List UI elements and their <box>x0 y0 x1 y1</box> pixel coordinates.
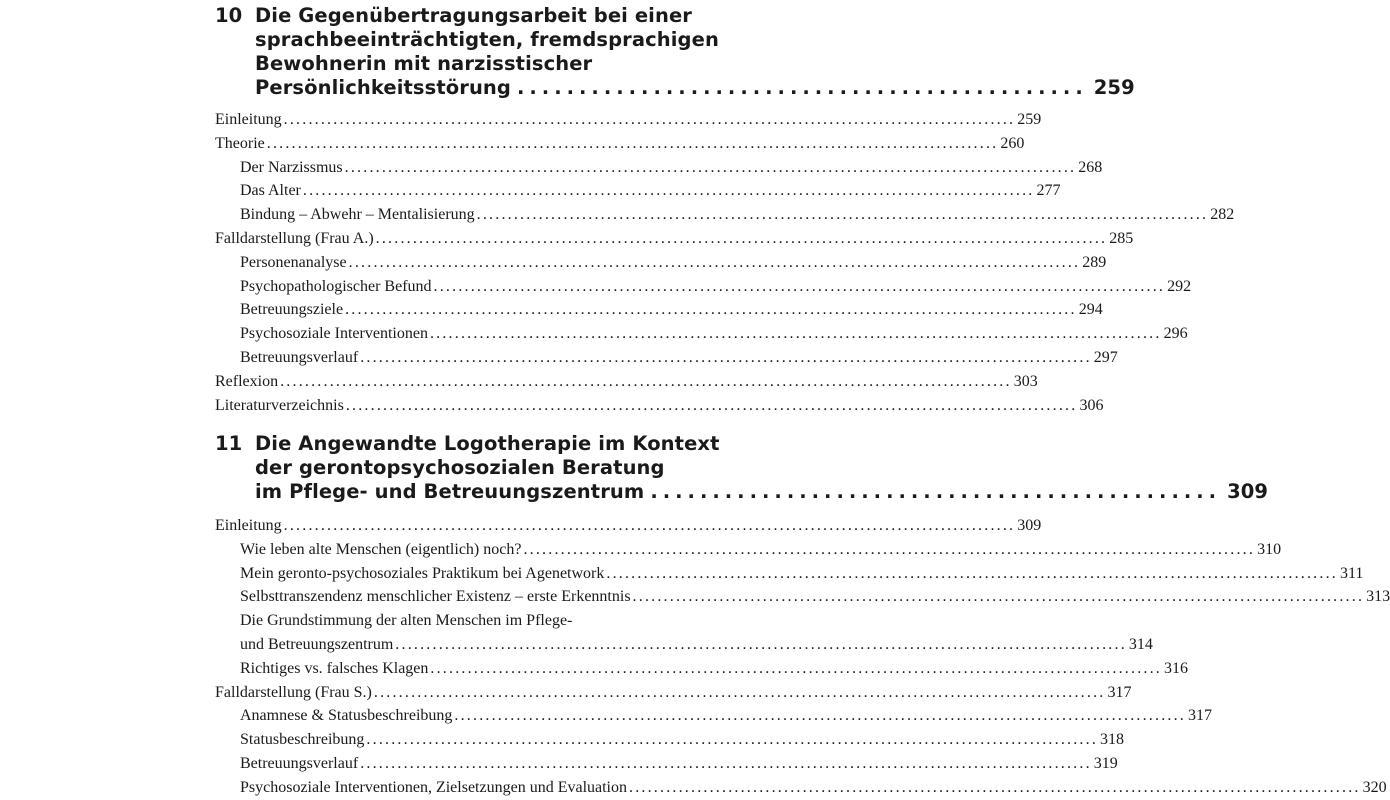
entry-page: 311 <box>1339 564 1364 582</box>
entry-label: Falldarstellung (Frau S.) <box>215 683 372 701</box>
entry-label: Wie leben alte Menschen (eigentlich) noch? <box>240 540 522 558</box>
chapter-title-line: der gerontopsychosozialen Beratung <box>255 456 665 479</box>
chapter-page-number: 259 <box>1093 76 1135 99</box>
toc-entry[interactable] <box>215 108 1042 132</box>
entry-page: 277 <box>1036 182 1061 200</box>
entry-label: Statusbeschreibung <box>240 731 365 749</box>
entry-page: 292 <box>1167 277 1192 295</box>
toc-entry[interactable] <box>215 346 1118 370</box>
entry-label: Mein geronto-psychosoziales Praktikum bei Agenetwork <box>240 564 605 582</box>
entry-label: Literaturverzeichnis <box>215 396 344 414</box>
leader-dots: ...................................................................................................................... <box>348 253 1081 271</box>
toc-entry[interactable] <box>215 275 1192 299</box>
entry-page: 289 <box>1082 253 1107 271</box>
leader-dots: ...................................................................................................................... <box>429 325 1162 343</box>
leader-dots: ...................................................................................................................... <box>302 182 1035 200</box>
entry-label-line1: Die Grundstimmung der alten Menschen im Pflege- <box>240 612 573 630</box>
entry-page: 318 <box>1100 731 1125 749</box>
leader-dots: ...................................................................................................................... <box>433 277 1166 295</box>
entry-label: Der Narzissmus <box>240 158 343 176</box>
chapter-title-line: Persönlichkeitsstörung <box>255 76 511 99</box>
entry-label: Richtiges vs. falsches Klagen <box>240 659 429 677</box>
leader-dots: ...................................................................................................................... <box>395 635 1127 653</box>
chapter-title-line: im Pflege- und Betreuungszentrum <box>255 480 645 503</box>
toc-entry[interactable] <box>215 251 1107 275</box>
entry-page: 317 <box>1188 707 1213 725</box>
toc-entry[interactable] <box>215 585 1390 609</box>
entry-page: 260 <box>1000 134 1025 152</box>
leader-dots: ...................................................................................................................... <box>345 301 1077 319</box>
toc-entry[interactable] <box>215 657 1189 681</box>
entry-label: Selbsttranszendenz menschlicher Existenz – erste Erkenntnis <box>240 588 631 606</box>
chapter-title-last-line <box>255 480 1269 504</box>
chapter-title-line: Bewohnerin mit narzisstischer <box>255 52 593 75</box>
chapter-title-line: sprachbeeinträchtigten, fremdsprachigen <box>255 28 719 51</box>
chapter-11 <box>215 432 1269 504</box>
toc-entry[interactable] <box>215 538 1282 562</box>
entry-label: Psychosoziale Interventionen <box>240 325 428 343</box>
chapter-title-line: Die Gegenübertragungsarbeit bei einer <box>255 4 692 27</box>
toc-entry[interactable] <box>215 752 1118 776</box>
leader-dots: ...................................................................................................................... <box>345 396 1078 414</box>
toc-entry[interactable] <box>215 704 1213 728</box>
leader-dots: ...................................................................................................................... <box>606 564 1338 582</box>
toc-entry[interactable] <box>215 156 1103 180</box>
toc-entry[interactable] <box>215 179 1061 203</box>
entry-page: 316 <box>1164 659 1189 677</box>
toc-entry[interactable] <box>215 203 1235 227</box>
toc-entry[interactable] <box>215 298 1103 322</box>
leader-dots: ...................................................................................................................... <box>373 683 1106 701</box>
leader-dots: ...................................................................................................................... <box>360 754 1092 772</box>
entry-page: 296 <box>1163 325 1188 343</box>
entry-page: 285 <box>1109 229 1134 247</box>
toc-entry[interactable] <box>215 227 1134 251</box>
leader-dots: ...................................................................................................................... <box>523 540 1256 558</box>
chapter-title <box>215 432 1269 504</box>
entry-label: Das Alter <box>240 182 301 200</box>
entry-label: Betreuungsziele <box>240 301 344 319</box>
leader-dots: ...................................................................................................................... <box>266 134 999 152</box>
chapter-page-number: 309 <box>1227 480 1269 503</box>
toc-entry[interactable] <box>215 514 1042 538</box>
leader-dots: ...................................................................................................................... <box>476 206 1209 224</box>
toc-entry[interactable] <box>215 394 1104 418</box>
leader-dots: ...................................................................................................................... <box>344 158 1077 176</box>
leader-dots: ...................................................................................................................... <box>375 229 1108 247</box>
entry-label-line2: und Betreuungszentrum <box>240 635 394 653</box>
leader-dots: ...................................................................................................................... <box>430 659 1163 677</box>
chapter-title <box>215 4 1135 100</box>
entry-label: Personenanalyse <box>240 253 347 271</box>
entry-page: 320 <box>1362 778 1387 796</box>
leader-dots: ...................................................................................................................... <box>366 731 1099 749</box>
toc-entry[interactable] <box>215 776 1387 800</box>
chapter-title-line: Die Angewandte Logotherapie im Kontext <box>255 432 720 455</box>
toc-entry-multiline[interactable] <box>215 609 1153 657</box>
toc-entry[interactable] <box>215 132 1025 156</box>
toc-entry[interactable] <box>215 728 1125 752</box>
entry-page: 294 <box>1078 301 1103 319</box>
entry-page: 310 <box>1257 540 1282 558</box>
entry-label: Einleitung <box>215 517 282 534</box>
chapter-10-entries <box>215 108 1235 417</box>
entry-label: Psychopathologischer Befund <box>240 277 432 295</box>
entry-label: Psychosoziale Interventionen, Zielsetzungen und Evaluation <box>240 778 627 796</box>
toc-entry[interactable] <box>215 370 1038 394</box>
entry-page: 309 <box>1017 517 1042 534</box>
entry-page: 306 <box>1079 396 1104 414</box>
entry-page: 314 <box>1128 635 1153 653</box>
entry-label: Theorie <box>215 134 265 152</box>
leader-dots: ...................................................................................................................... <box>283 517 1016 534</box>
leader-dots: .............................................. <box>650 480 1222 503</box>
entry-page: 282 <box>1210 206 1235 224</box>
entry-second-line <box>240 633 1153 657</box>
entry-page: 268 <box>1078 158 1103 176</box>
chapter-10 <box>215 4 1135 100</box>
entry-page: 303 <box>1013 372 1038 390</box>
leader-dots: ...................................................................................................................... <box>283 111 1016 128</box>
chapter-number: 10 <box>215 4 243 27</box>
chapter-title-last-line <box>255 76 1135 100</box>
entry-page: 259 <box>1017 111 1042 128</box>
entry-label: Falldarstellung (Frau A.) <box>215 229 374 247</box>
entry-page: 317 <box>1107 683 1132 701</box>
entry-label: Einleitung <box>215 111 282 128</box>
chapter-number: 11 <box>215 432 243 455</box>
entry-label: Betreuungsverlauf <box>240 348 359 366</box>
leader-dots: ...................................................................................................................... <box>280 372 1012 390</box>
toc-entry[interactable] <box>215 322 1188 346</box>
leader-dots: ...................................................................................................................... <box>629 778 1361 796</box>
entry-label: Bindung – Abwehr – Mentalisierung <box>240 206 475 224</box>
leader-dots: ...................................................................................................................... <box>360 348 1092 366</box>
leader-dots: ...................................................................................................................... <box>632 588 1365 606</box>
entry-page: 297 <box>1093 348 1118 366</box>
chapter-11-entries <box>215 514 1390 800</box>
leader-dots: .............................................. <box>516 76 1088 99</box>
toc-entry[interactable] <box>215 681 1132 705</box>
leader-dots: ...................................................................................................................... <box>454 707 1187 725</box>
entry-page: 319 <box>1093 754 1118 772</box>
toc-entry[interactable] <box>215 562 1364 586</box>
entry-label: Anamnese & Statusbeschreibung <box>240 707 453 725</box>
entry-page: 313 <box>1366 588 1390 606</box>
entry-label: Reflexion <box>215 372 279 390</box>
entry-label: Betreuungsverlauf <box>240 754 359 772</box>
